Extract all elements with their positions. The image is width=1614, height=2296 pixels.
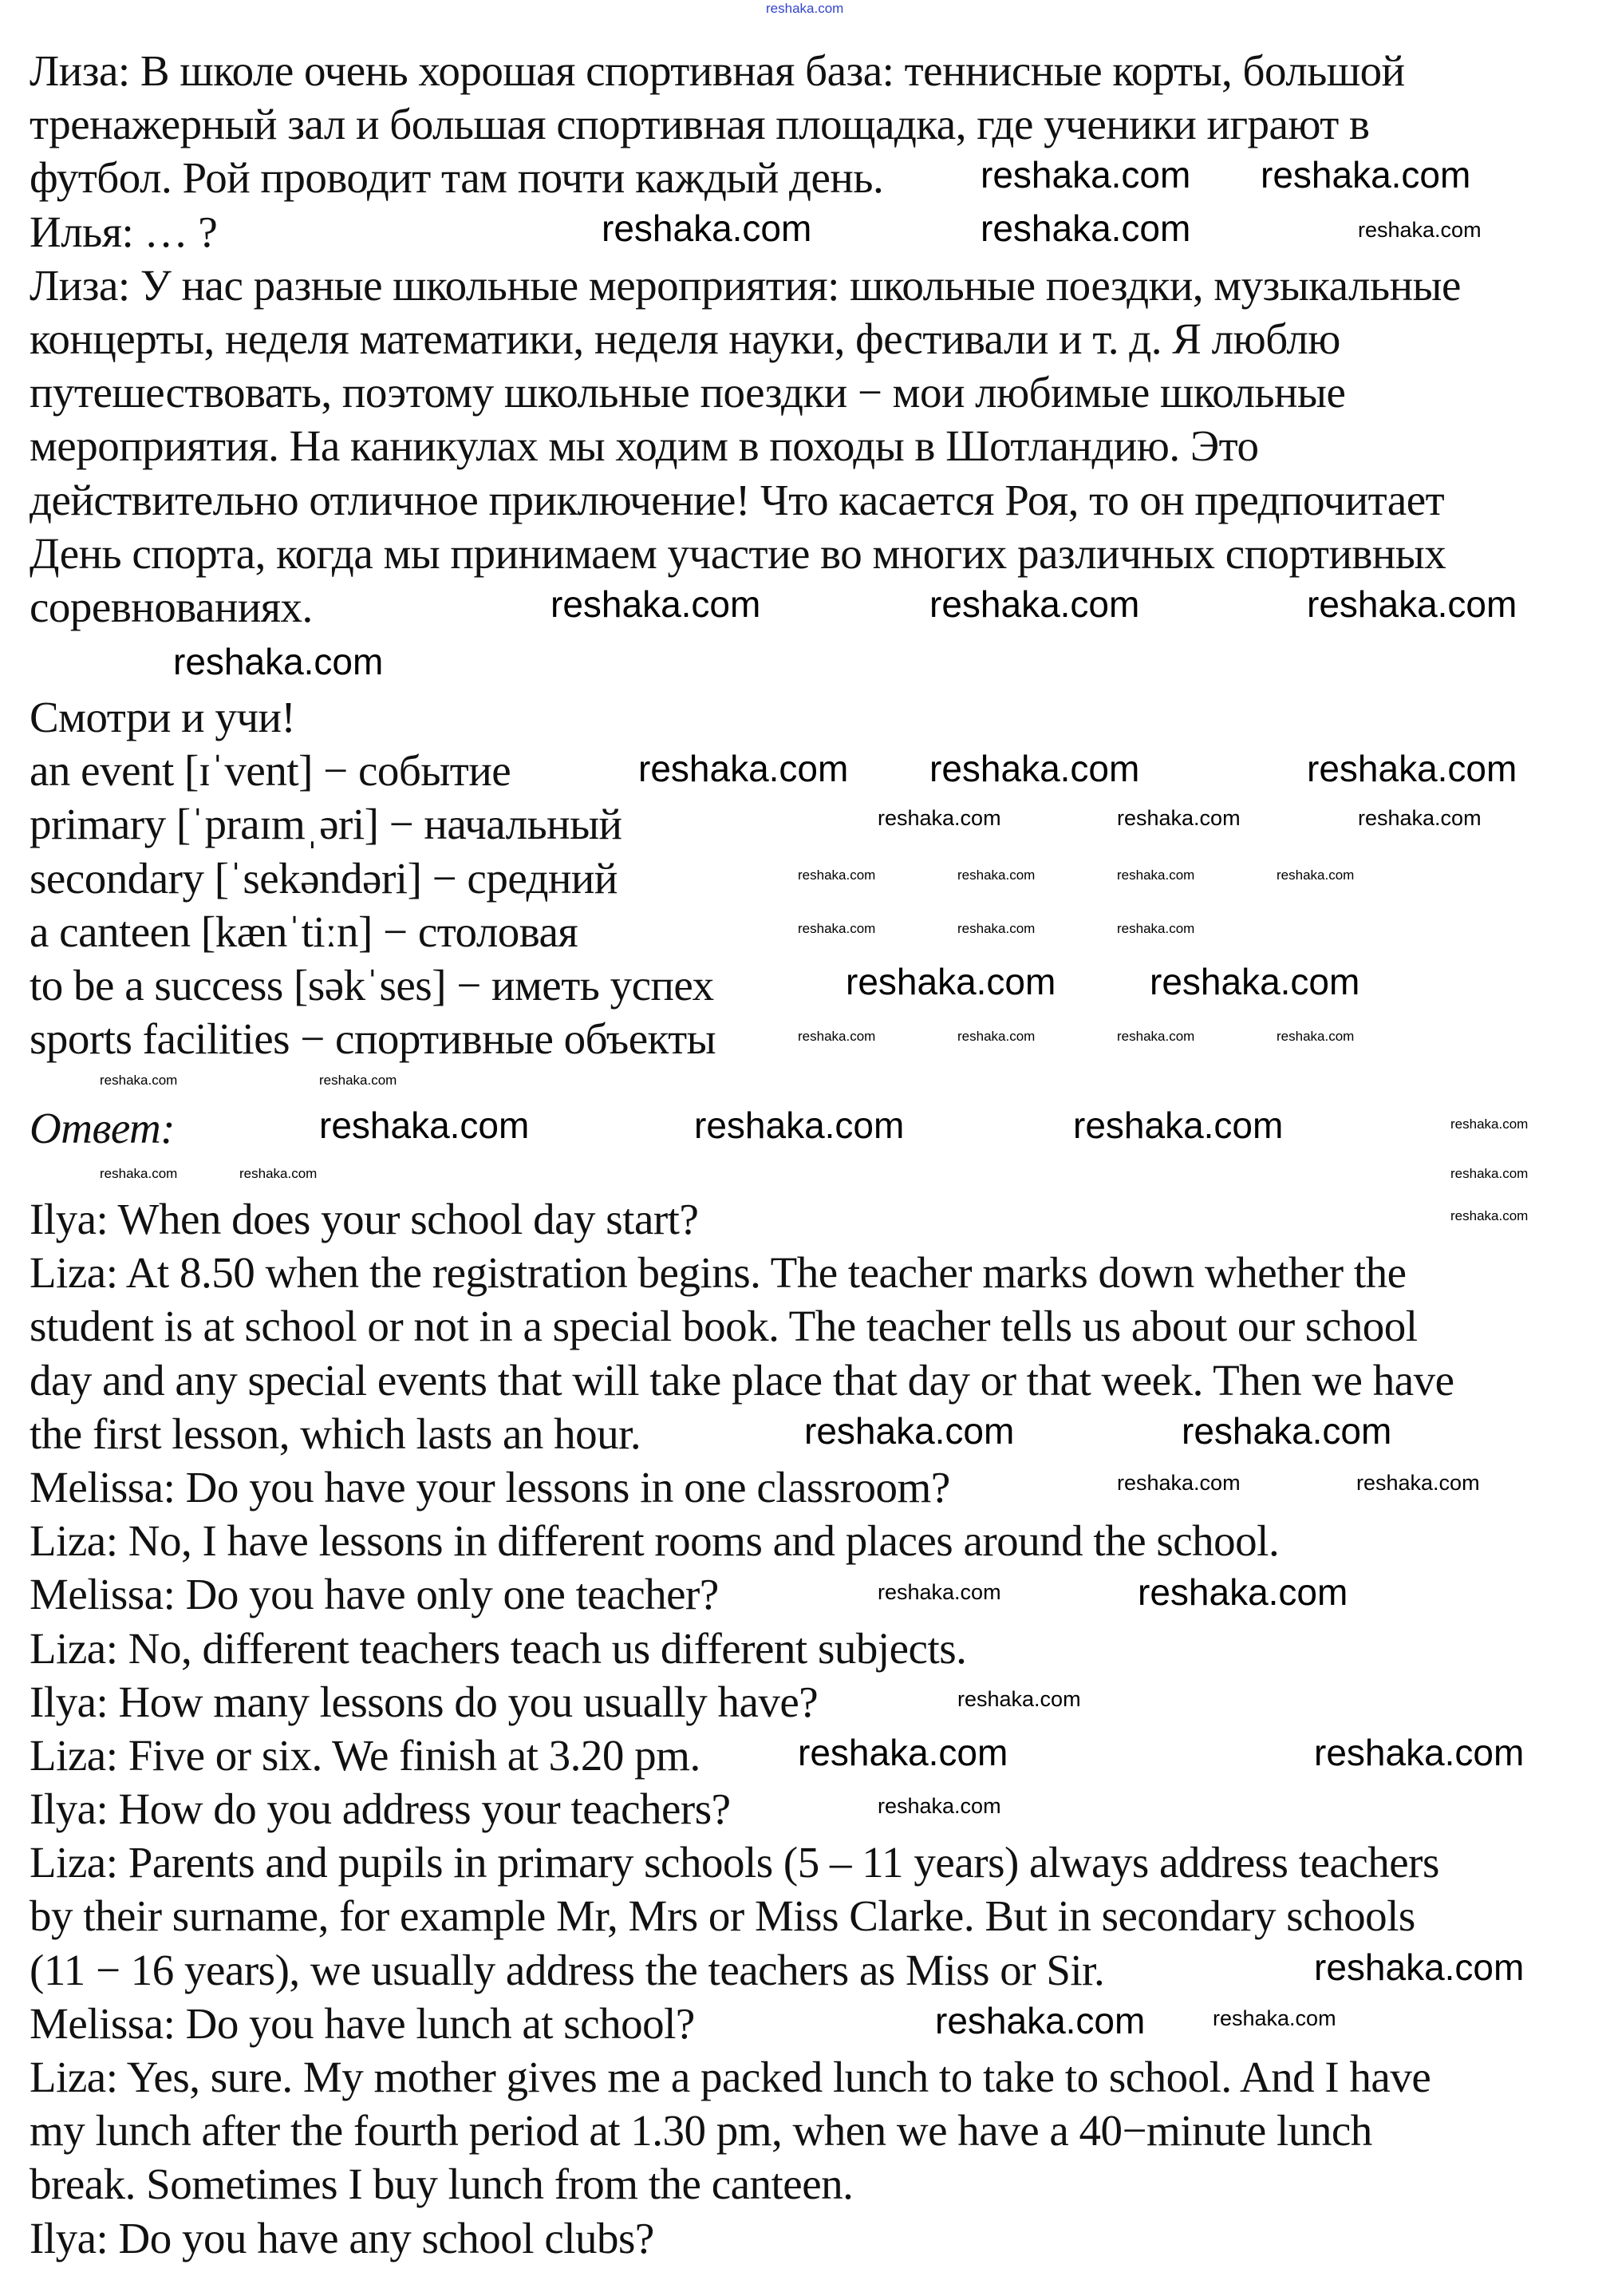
- watermark: reshaka.com: [602, 207, 812, 249]
- vocabulary-item: an event [ɪˈvent] − событие: [30, 746, 511, 796]
- text-line: Лиза: У нас разные школьные мероприятия: школьные поездки, музыкальные: [30, 260, 1461, 310]
- watermark: reshaka.com: [804, 1410, 1015, 1452]
- text-line: the first lesson, which lasts an hour.: [30, 1409, 641, 1458]
- vocabulary-item: to be a success [səkˈses] − иметь успех: [30, 960, 714, 1010]
- text-line: by their surname, for example Mr, Mrs or Miss Clarke. But in secondary schools: [30, 1891, 1415, 1941]
- text-line: тренажерный зал и большая спортивная площадка, где ученики играют в: [30, 100, 1370, 149]
- text-line: Ilya: When does your school day start?: [30, 1195, 699, 1243]
- watermark: reshaka.com: [1117, 867, 1195, 883]
- vocabulary-item: secondary [ˈsekəndəri] − средний: [30, 853, 618, 903]
- text-line: концерты, неделя математики, неделя науки, фестивали и т. д. Я люблю: [30, 314, 1340, 363]
- text-line: (11 − 16 years), we usually address the teachers as Miss or Sir.: [30, 1945, 1105, 1994]
- text-line: student is at school or not in a special book. The teacher tells us about our school: [30, 1302, 1418, 1351]
- watermark: reshaka.com: [1182, 1410, 1392, 1452]
- vocabulary-item: a canteen [kænˈtiːn] − столовая: [30, 907, 578, 956]
- watermark: reshaka.com: [1150, 961, 1360, 1002]
- text-line: break. Sometimes I buy lunch from the canteen.: [30, 2160, 854, 2209]
- text-line: Лиза: В школе очень хорошая спортивная база: теннисные корты, большой: [30, 46, 1405, 95]
- watermark: reshaka.com: [1450, 1116, 1529, 1132]
- watermark: reshaka.com: [981, 154, 1191, 196]
- text-line: my lunch after the fourth period at 1.30 pm, when we have a 40−minute lunch: [30, 2106, 1372, 2156]
- watermark: reshaka.com: [1117, 806, 1241, 830]
- watermark: reshaka.com: [1314, 1946, 1525, 1988]
- watermark: reshaka.com: [694, 1105, 905, 1146]
- text-line: Илья: … ?: [30, 207, 218, 256]
- watermark: reshaka.com: [798, 1732, 1008, 1773]
- watermark: reshaka.com: [1213, 2006, 1336, 2030]
- dialogue-russian: [30, 44, 1461, 634]
- text-line: Liza: Parents and pupils in primary schools (5 – 11 years) always address teachers: [30, 1838, 1439, 1887]
- watermark: reshaka.com: [957, 921, 1036, 936]
- watermark: reshaka.com: [1277, 1029, 1355, 1044]
- watermark: reshaka.com: [929, 583, 1140, 625]
- watermark: reshaka.com: [878, 806, 1001, 830]
- vocabulary-item: primary [ˈpraɪmˌəri] − начальный: [30, 800, 622, 849]
- watermark: reshaka.com: [1261, 154, 1471, 196]
- watermark: reshaka.com: [1356, 1471, 1480, 1495]
- watermark: reshaka.com: [1358, 806, 1482, 830]
- watermark: reshaka.com: [798, 867, 876, 883]
- text-line: Liza: At 8.50 when the registration begins. The teacher marks down whether the: [30, 1248, 1407, 1298]
- text-line: мероприятия. На каникулах мы ходим в походы в Шотландию. Это: [30, 421, 1259, 471]
- watermark: reshaka.com: [766, 1, 844, 16]
- text-line: Ilya: How many lessons do you usually have?: [30, 1677, 819, 1726]
- watermark: reshaka.com: [846, 961, 1056, 1002]
- watermark: reshaka.com: [638, 748, 849, 789]
- watermark: reshaka.com: [1307, 583, 1517, 625]
- text-line: Liza: No, I have lessons in different rooms and places around the school.: [30, 1516, 1280, 1566]
- watermark: reshaka.com: [1450, 1166, 1529, 1181]
- watermark: reshaka.com: [935, 2000, 1146, 2041]
- watermark: reshaka.com: [957, 867, 1036, 883]
- watermark: reshaka.com: [1138, 1571, 1348, 1613]
- watermark: reshaka.com: [957, 1687, 1081, 1711]
- text-line: Liza: Five or six. We finish at 3.20 pm.: [30, 1730, 700, 1780]
- watermark: reshaka.com: [798, 921, 876, 936]
- vocabulary-item: sports facilities − спортивные объекты: [30, 1014, 716, 1064]
- watermark: reshaka.com: [1450, 1208, 1529, 1223]
- watermark: reshaka.com: [929, 748, 1140, 789]
- watermark: reshaka.com: [239, 1166, 318, 1181]
- text-line: Liza: Yes, sure. My mother gives me a packed lunch to take to school. And I have: [30, 2053, 1431, 2101]
- vocabulary-heading: Смотри и учи!: [30, 693, 296, 741]
- watermark: reshaka.com: [319, 1105, 530, 1146]
- text-line: Ilya: How do you address your teachers?: [30, 1784, 731, 1834]
- watermark: reshaka.com: [173, 641, 384, 682]
- text-line: Liza: No, different teachers teach us different subjects.: [30, 1623, 967, 1673]
- text-line: Ilya: Do you have any school clubs?: [30, 2213, 654, 2262]
- watermark: reshaka.com: [1117, 921, 1195, 936]
- watermark: reshaka.com: [878, 1794, 1001, 1818]
- text-line: действительно отличное приключение! Что касается Роя, то он предпочитает: [30, 475, 1445, 524]
- watermark: reshaka.com: [100, 1166, 178, 1181]
- watermark: reshaka.com: [319, 1073, 397, 1088]
- answer-label: Ответ:: [30, 1104, 176, 1152]
- text-line: День спорта, когда мы принимаем участие во многих различных спортивных: [30, 528, 1446, 578]
- watermark: reshaka.com: [798, 1029, 876, 1044]
- text-line: путешествовать, поэтому школьные поездки − мои любимые школьные: [30, 368, 1346, 417]
- watermark: reshaka.com: [1073, 1105, 1284, 1146]
- watermark: reshaka.com: [100, 1073, 178, 1088]
- text-line: Melissa: Do you have lunch at school?: [30, 1998, 695, 2048]
- text-line: day and any special events that will take place that day or that week. Then we have: [30, 1355, 1454, 1405]
- text-line: футбол. Рой проводит там почти каждый день.: [30, 153, 884, 203]
- watermark: reshaka.com: [550, 583, 761, 625]
- answer-dialogue: [30, 1192, 1454, 2265]
- watermark: reshaka.com: [1307, 748, 1517, 789]
- text-line: соревнованиях.: [30, 582, 313, 631]
- watermark: reshaka.com: [1314, 1732, 1525, 1773]
- watermark: reshaka.com: [1358, 218, 1482, 242]
- vocabulary-section: [30, 690, 716, 1065]
- text-line: Melissa: Do you have your lessons in one classroom?: [30, 1462, 950, 1512]
- watermark: reshaka.com: [1277, 867, 1355, 883]
- watermark: reshaka.com: [981, 207, 1191, 249]
- text-line: Melissa: Do you have only one teacher?: [30, 1570, 719, 1619]
- watermark: reshaka.com: [1117, 1029, 1195, 1044]
- watermark: reshaka.com: [1117, 1471, 1241, 1495]
- watermark: reshaka.com: [878, 1580, 1001, 1604]
- watermark: reshaka.com: [957, 1029, 1036, 1044]
